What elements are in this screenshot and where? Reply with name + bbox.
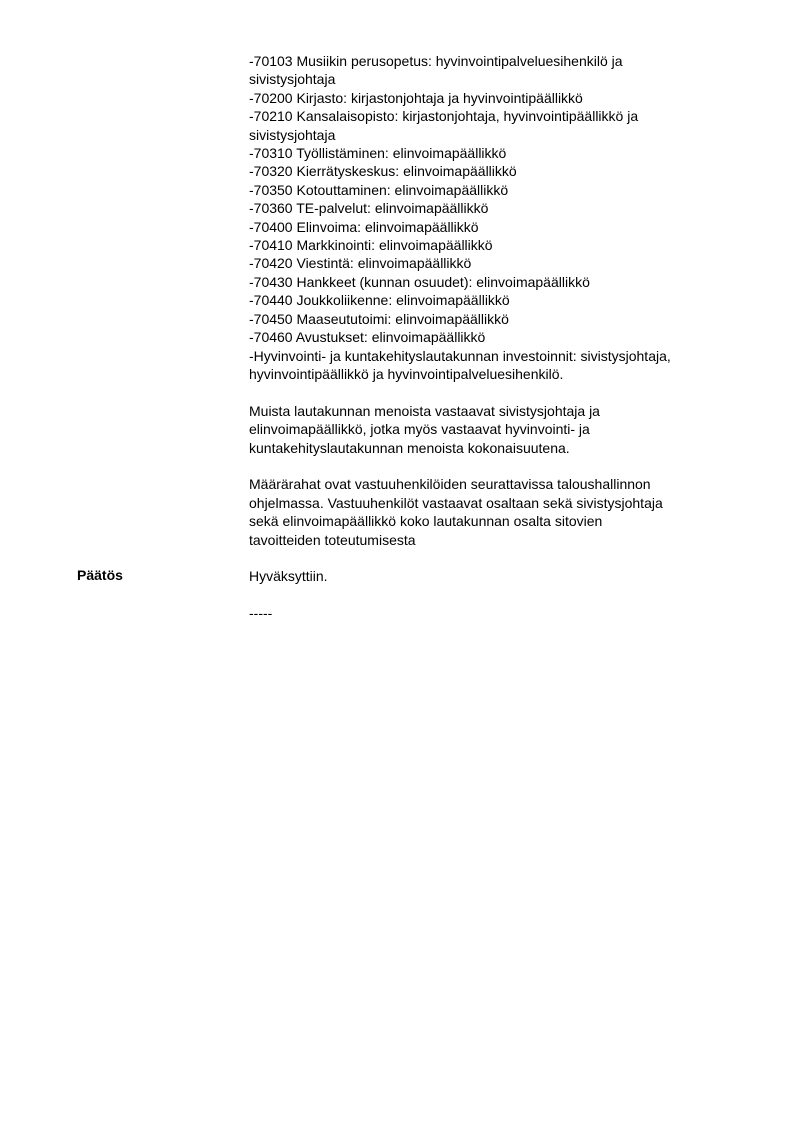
paragraph-line: ohjelmassa. Vastuuhenkilöt vastaavat osaltaan sekä sivistysjohtaja <box>249 494 663 511</box>
paragraph-line: kuntakehityslautakunnan menoista kokonaisuutena. <box>249 439 570 456</box>
responsibility-list <box>249 52 739 383</box>
list-item: -70410 Markkinointi: elinvoimapäällikkö <box>249 237 493 254</box>
paragraph-appropriations <box>249 475 739 549</box>
list-item: -70400 Elinvoima: elinvoimapäällikkö <box>249 218 479 235</box>
list-item: -70310 Työllistäminen: elinvoimapäällikkö <box>249 145 507 162</box>
list-item: -70430 Hankkeet (kunnan osuudet): elinvoimapäällikkö <box>249 273 590 290</box>
list-item: -Hyvinvointi- ja kuntakehityslautakunnan investoinnit: sivistysjohtaja, <box>249 347 671 364</box>
list-item: -70103 Musiikin perusopetus: hyvinvointipalveluesihenkilö ja <box>249 53 623 69</box>
list-item: -70460 Avustukset: elinvoimapäällikkö <box>249 329 486 346</box>
list-item: -70210 Kansalaisopisto: kirjastonjohtaja, hyvinvointipäällikkö ja <box>249 108 639 125</box>
list-item: -70440 Joukkoliikenne: elinvoimapäällikkö <box>249 292 510 309</box>
paragraph-expenses <box>249 402 739 457</box>
list-item: sivistysjohtaja <box>249 126 336 143</box>
decision-text: Hyväksyttiin. <box>249 568 328 585</box>
list-item: -70360 TE-palvelut: elinvoimapäällikkö <box>249 200 489 217</box>
end-marker: ----- <box>249 605 273 622</box>
list-item: hyvinvointipäällikkö ja hyvinvointipalveluesihenkilö. <box>249 365 564 382</box>
paragraph-line: sekä elinvoimapäällikkö koko lautakunnan osalta sitovien <box>249 513 603 530</box>
paragraph-line: Muista lautakunnan menoista vastaavat sivistysjohtaja ja <box>249 402 600 419</box>
list-item: -70350 Kotouttaminen: elinvoimapäällikkö <box>249 181 509 198</box>
document-body <box>249 52 739 623</box>
paragraph-line: Määrärahat ovat vastuuhenkilöiden seurattavissa taloushallinnon <box>249 476 651 493</box>
list-item: -70200 Kirjasto: kirjastonjohtaja ja hyvinvointipäällikkö <box>249 89 583 106</box>
paragraph-line: elinvoimapäällikkö, jotka myös vastaavat hyvinvointi- ja <box>249 421 590 438</box>
list-item: -70450 Maaseututoimi: elinvoimapäällikkö <box>249 310 509 327</box>
paragraph-line: tavoitteiden toteutumisesta <box>249 531 416 548</box>
list-item: -70420 Viestintä: elinvoimapäällikkö <box>249 255 472 272</box>
decision-label: Päätös <box>77 567 123 583</box>
list-item: sivistysjohtaja <box>249 71 336 88</box>
list-item: -70320 Kierrätyskeskus: elinvoimapäällikkö <box>249 163 517 180</box>
